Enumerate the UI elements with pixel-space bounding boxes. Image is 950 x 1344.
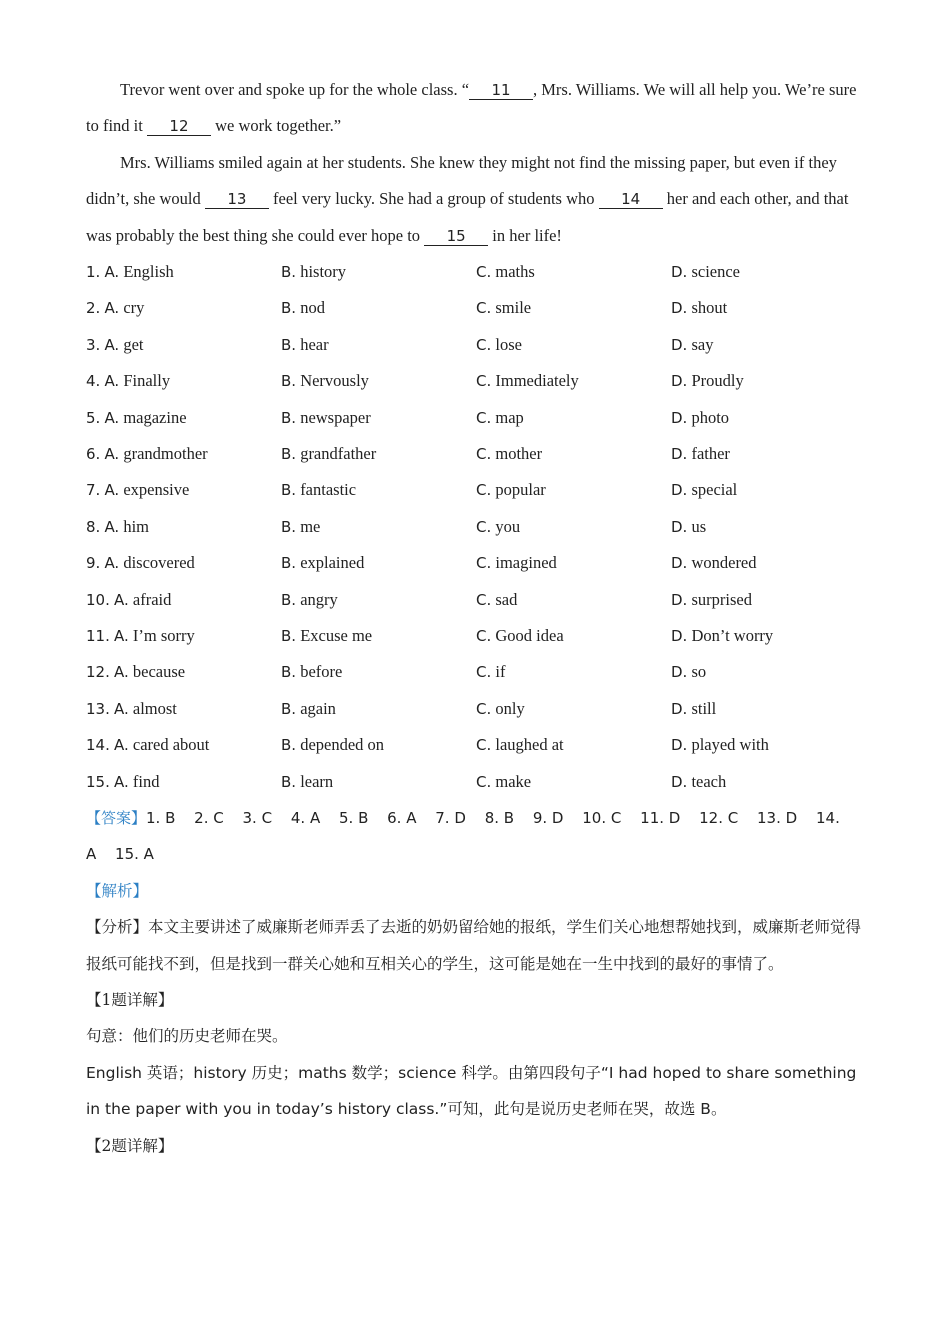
option-letter: C. xyxy=(476,408,492,427)
option-text: history xyxy=(300,262,347,282)
option-text: because xyxy=(132,662,186,682)
option-letter: B. xyxy=(281,372,297,391)
question-row xyxy=(86,472,866,508)
option-text: I’m sorry xyxy=(132,625,195,645)
answer-item: 4. A xyxy=(290,808,321,827)
option-d xyxy=(671,290,866,326)
option-text: maths xyxy=(495,262,535,282)
option-d xyxy=(671,691,866,727)
option-b xyxy=(281,290,476,326)
option-letter: C. xyxy=(476,590,492,609)
question-row xyxy=(86,327,866,363)
option-text: Finally xyxy=(123,371,171,391)
option-a xyxy=(86,691,281,727)
document-page xyxy=(86,72,866,1164)
option-text: shout xyxy=(691,298,728,318)
option-text: hear xyxy=(300,334,329,354)
option-text: say xyxy=(691,334,714,354)
option-letter: C. xyxy=(476,772,492,791)
option-b xyxy=(281,400,476,436)
option-c xyxy=(476,654,671,690)
option-b xyxy=(281,727,476,763)
option-text: find xyxy=(132,771,160,791)
option-d xyxy=(671,363,866,399)
question-row xyxy=(86,254,866,290)
option-letter: C. xyxy=(476,699,492,718)
option-letter: A. xyxy=(104,372,120,391)
question-number: 11. xyxy=(86,626,110,645)
option-text: magazine xyxy=(123,407,187,427)
option-text: cry xyxy=(123,298,145,318)
option-letter: C. xyxy=(476,517,492,536)
option-a xyxy=(86,472,281,508)
option-b xyxy=(281,764,476,800)
option-letter: B. xyxy=(281,663,297,682)
question-row xyxy=(86,545,866,581)
option-letter: D. xyxy=(671,263,688,282)
question-row xyxy=(86,363,866,399)
option-d xyxy=(671,654,866,690)
option-text: learn xyxy=(300,771,334,791)
option-d xyxy=(671,327,866,363)
option-c xyxy=(476,509,671,545)
option-letter: B. xyxy=(281,335,297,354)
option-text: fantastic xyxy=(300,480,357,500)
option-c xyxy=(476,727,671,763)
option-letter: A. xyxy=(104,554,120,573)
option-letter: D. xyxy=(671,444,688,463)
option-letter: A. xyxy=(113,736,129,755)
option-a xyxy=(86,582,281,618)
blank-15: 15 xyxy=(424,228,488,246)
option-a xyxy=(86,327,281,363)
option-letter: B. xyxy=(281,699,297,718)
option-a xyxy=(86,400,281,436)
option-text: him xyxy=(123,516,149,536)
option-letter: D. xyxy=(671,408,688,427)
option-text: surprised xyxy=(691,589,752,609)
option-text: again xyxy=(300,698,336,718)
blank-13: 13 xyxy=(205,191,269,209)
option-text: father xyxy=(691,443,730,463)
answer-item: 1. B xyxy=(146,808,176,827)
question-row xyxy=(86,582,866,618)
option-text: popular xyxy=(495,480,546,500)
option-text: get xyxy=(123,334,144,354)
option-b xyxy=(281,509,476,545)
question-number: 12. xyxy=(86,663,110,682)
option-a xyxy=(86,654,281,690)
option-letter: D. xyxy=(671,299,688,318)
option-letter: D. xyxy=(671,481,688,500)
option-letter: C. xyxy=(476,736,492,755)
option-text: still xyxy=(691,698,717,718)
option-letter: D. xyxy=(671,554,688,573)
option-a xyxy=(86,545,281,581)
option-text: explained xyxy=(300,553,365,573)
option-b xyxy=(281,363,476,399)
question-row xyxy=(86,691,866,727)
detail-1-meaning: 句意：他们的历史老师在哭。 xyxy=(86,1027,288,1046)
option-text: cared about xyxy=(132,735,210,755)
option-c xyxy=(476,254,671,290)
question-row xyxy=(86,618,866,654)
option-a xyxy=(86,509,281,545)
option-letter: C. xyxy=(476,372,492,391)
option-text: Excuse me xyxy=(300,625,373,645)
option-c xyxy=(476,400,671,436)
option-letter: B. xyxy=(281,626,297,645)
question-list xyxy=(86,254,866,800)
option-d xyxy=(671,400,866,436)
option-letter: A. xyxy=(104,263,120,282)
option-a xyxy=(86,436,281,472)
option-letter: B. xyxy=(281,736,297,755)
option-text: make xyxy=(495,771,532,791)
blank-14: 14 xyxy=(599,191,663,209)
question-number: 10. xyxy=(86,590,110,609)
option-letter: D. xyxy=(671,517,688,536)
option-text: almost xyxy=(132,698,177,718)
question-row xyxy=(86,400,866,436)
answer-item: 5. B xyxy=(338,808,369,827)
option-text: imagined xyxy=(495,553,557,573)
option-letter: B. xyxy=(281,408,297,427)
passage-paragraph-2: Mrs. Williams smiled again at her students. She knew they might not find the missing paper, but even if they didn’t, she would 13 feel very lucky. She had a group of students who 14 her and each other, and that was probably the best thing she could ever hope to 15 in her life! xyxy=(86,152,849,245)
option-letter: D. xyxy=(671,626,688,645)
option-text: only xyxy=(495,698,525,718)
option-text: you xyxy=(495,516,521,536)
option-text: nod xyxy=(300,298,325,318)
option-letter: B. xyxy=(281,444,297,463)
option-d xyxy=(671,509,866,545)
option-b xyxy=(281,327,476,363)
option-d xyxy=(671,764,866,800)
option-text: sad xyxy=(495,589,518,609)
answer-item: 12. C xyxy=(699,808,739,827)
question-number: 5. xyxy=(86,408,101,427)
option-text: grandmother xyxy=(123,443,208,463)
answer-item: 3. C xyxy=(242,808,273,827)
option-letter: D. xyxy=(671,372,688,391)
option-d xyxy=(671,582,866,618)
option-letter: A. xyxy=(113,626,129,645)
option-letter: B. xyxy=(281,481,297,500)
question-number: 8. xyxy=(86,517,101,536)
option-c xyxy=(476,472,671,508)
option-text: expensive xyxy=(123,480,190,500)
answer-item: 15. A xyxy=(115,845,154,864)
option-b xyxy=(281,582,476,618)
answer-item: 14. A xyxy=(86,808,840,864)
option-b xyxy=(281,254,476,290)
question-number: 4. xyxy=(86,372,101,391)
option-d xyxy=(671,472,866,508)
option-letter: B. xyxy=(281,554,297,573)
option-text: Proudly xyxy=(691,371,744,391)
option-letter: A. xyxy=(104,517,120,536)
option-letter: D. xyxy=(671,736,688,755)
option-b xyxy=(281,691,476,727)
option-text: so xyxy=(691,662,707,682)
option-text: wondered xyxy=(691,553,757,573)
question-row xyxy=(86,509,866,545)
option-letter: D. xyxy=(671,663,688,682)
option-text: grandfather xyxy=(300,443,377,463)
option-d xyxy=(671,254,866,290)
option-text: afraid xyxy=(132,589,172,609)
option-a xyxy=(86,363,281,399)
option-letter: B. xyxy=(281,590,297,609)
option-letter: B. xyxy=(281,299,297,318)
answer-item: 6. A xyxy=(387,808,417,827)
question-number: 13. xyxy=(86,699,110,718)
answer-key xyxy=(86,800,866,873)
option-text: special xyxy=(691,480,738,500)
option-a xyxy=(86,254,281,290)
question-number: 14. xyxy=(86,736,110,755)
answer-item: 7. D xyxy=(435,808,466,827)
question-row xyxy=(86,764,866,800)
option-text: teach xyxy=(691,771,727,791)
option-letter: C. xyxy=(476,554,492,573)
option-b xyxy=(281,472,476,508)
detail-1-body: English 英语；history 历史；maths 数学；science 科学。由第四段句子“I had hoped to share something in the paper with you in today’s history class.”可知，此句是说历史老师在哭，故选 B。 xyxy=(86,1063,857,1119)
option-a xyxy=(86,727,281,763)
answer-item: 13. D xyxy=(757,808,798,827)
option-b xyxy=(281,545,476,581)
option-letter: C. xyxy=(476,263,492,282)
option-text: Good idea xyxy=(495,625,564,645)
option-text: mother xyxy=(495,443,543,463)
option-c xyxy=(476,618,671,654)
option-letter: A. xyxy=(113,772,129,791)
question-row xyxy=(86,290,866,326)
option-d xyxy=(671,545,866,581)
option-text: angry xyxy=(300,589,338,609)
blank-11: 11 xyxy=(469,82,533,100)
analysis-text: 【分析】本文主要讲述了威廉斯老师弄丢了去逝的奶奶留给她的报纸，学生们关心地想帮她找到，威廉斯老师觉得报纸可能找不到，但是找到一群关心她和互相关心的学生，这可能是她在一生中找到的最好的事情了。 xyxy=(86,918,862,973)
option-text: photo xyxy=(691,407,730,427)
option-letter: A. xyxy=(104,444,120,463)
option-text: map xyxy=(495,407,524,427)
question-number: 3. xyxy=(86,335,101,354)
answer-item: 10. C xyxy=(582,808,622,827)
option-letter: D. xyxy=(671,772,688,791)
option-text: smile xyxy=(495,298,532,318)
option-letter: C. xyxy=(476,626,492,645)
option-letter: A. xyxy=(104,335,120,354)
option-letter: B. xyxy=(281,517,297,536)
option-letter: A. xyxy=(104,481,120,500)
option-text: before xyxy=(300,662,343,682)
analysis-label: 【解析】 xyxy=(86,881,149,900)
answer-item: 11. D xyxy=(640,808,681,827)
question-number: 15. xyxy=(86,772,110,791)
option-d xyxy=(671,436,866,472)
option-text: if xyxy=(495,662,506,682)
answer-label: 【答案】 xyxy=(86,808,147,827)
option-letter: D. xyxy=(671,335,688,354)
option-letter: A. xyxy=(113,663,129,682)
option-text: me xyxy=(300,516,321,536)
question-number: 7. xyxy=(86,481,101,500)
option-letter: C. xyxy=(476,299,492,318)
option-text: newspaper xyxy=(300,407,371,427)
option-a xyxy=(86,290,281,326)
question-row xyxy=(86,727,866,763)
option-text: English xyxy=(123,262,174,282)
option-b xyxy=(281,618,476,654)
question-row xyxy=(86,654,866,690)
option-text: us xyxy=(691,516,707,536)
option-letter: A. xyxy=(104,299,120,318)
option-text: science xyxy=(691,262,741,282)
option-c xyxy=(476,545,671,581)
passage-paragraph-1: Trevor went over and spoke up for the whole class. “ 11 , Mrs. Williams. We will all help you. We’re sure to find it 12 we work together.” xyxy=(86,80,857,136)
option-c xyxy=(476,764,671,800)
option-letter: C. xyxy=(476,481,492,500)
option-letter: A. xyxy=(104,408,120,427)
option-c xyxy=(476,582,671,618)
option-text: Don’t worry xyxy=(691,625,774,645)
option-letter: C. xyxy=(476,444,492,463)
option-text: laughed at xyxy=(495,735,564,755)
option-c xyxy=(476,691,671,727)
option-letter: A. xyxy=(113,590,129,609)
option-c xyxy=(476,327,671,363)
option-b xyxy=(281,654,476,690)
answer-item: 9. D xyxy=(532,808,564,827)
option-text: lose xyxy=(495,334,522,354)
option-a xyxy=(86,764,281,800)
question-number: 6. xyxy=(86,444,101,463)
option-d xyxy=(671,727,866,763)
option-text: Nervously xyxy=(300,371,369,391)
option-c xyxy=(476,436,671,472)
option-letter: B. xyxy=(281,263,297,282)
detail-1-title: 【1题详解】 xyxy=(86,990,174,1009)
option-text: discovered xyxy=(123,553,195,573)
option-b xyxy=(281,436,476,472)
question-row xyxy=(86,436,866,472)
question-number: 1. xyxy=(86,263,101,282)
option-a xyxy=(86,618,281,654)
option-letter: C. xyxy=(476,335,492,354)
option-text: Immediately xyxy=(495,371,579,391)
option-d xyxy=(671,618,866,654)
question-number: 2. xyxy=(86,299,101,318)
option-text: depended on xyxy=(300,735,385,755)
option-c xyxy=(476,363,671,399)
question-number: 9. xyxy=(86,554,101,573)
answer-item: 2. C xyxy=(194,808,224,827)
option-text: played with xyxy=(691,735,769,755)
option-letter: D. xyxy=(671,699,688,718)
option-letter: D. xyxy=(671,590,688,609)
option-c xyxy=(476,290,671,326)
blank-12: 12 xyxy=(147,118,211,136)
detail-2-title: 【2题详解】 xyxy=(86,1136,174,1155)
option-letter: A. xyxy=(113,699,129,718)
option-letter: B. xyxy=(281,772,297,791)
answer-item: 8. B xyxy=(484,808,515,827)
option-letter: C. xyxy=(476,663,492,682)
